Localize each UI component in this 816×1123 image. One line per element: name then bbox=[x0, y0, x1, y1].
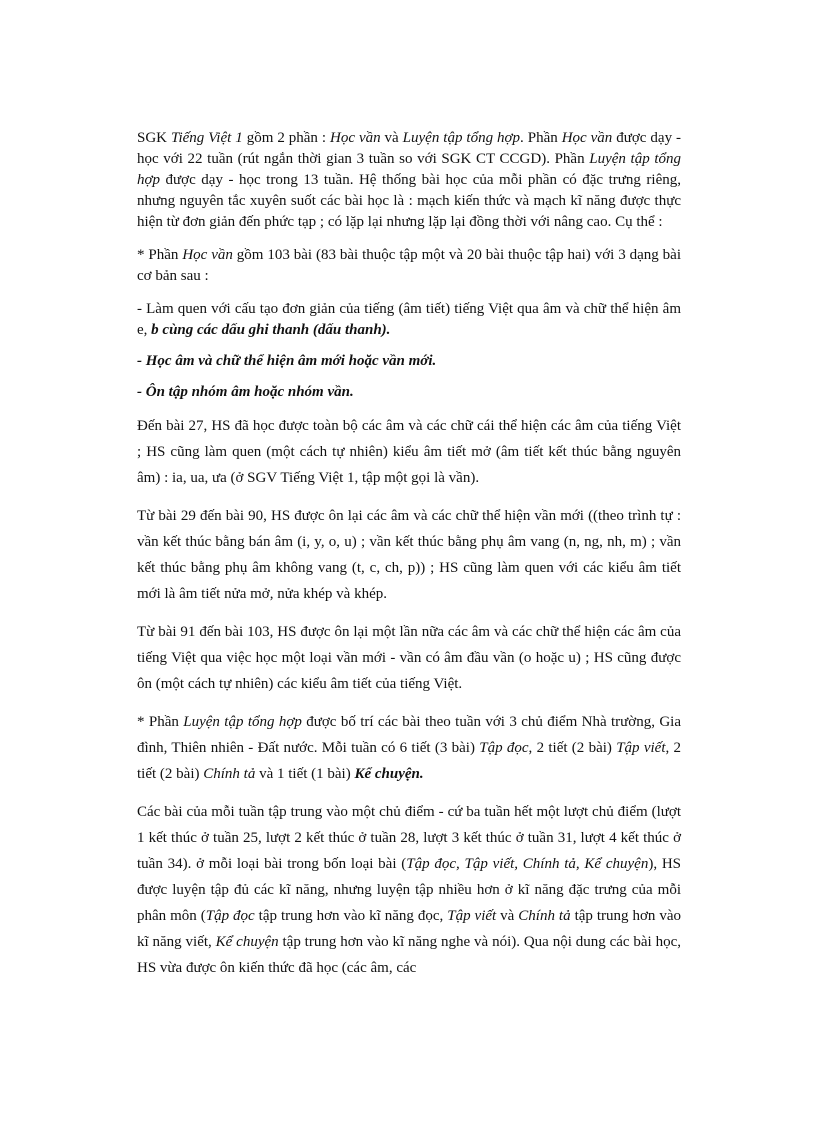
italic-text: Luyện tập tổng hợp bbox=[137, 151, 681, 188]
text: , 2 tiết (2 bài) bbox=[137, 740, 682, 782]
text: được dạy - học với 22 tuần (rút ngắn thời gian 3 tuần so với SGK CT CCGD). Phần bbox=[137, 130, 682, 167]
text: được dạy - học trong 13 tuần. Hệ thống bài học của mỗi phần có đặc trưng riêng, nhưng nguyên tắc xuyên suốt các bài học là : mạch kiến thức và mạch kĩ năng được thực hiện từ đơn giản đến phức tạp ; có lặp lại nhưng lặp lại đồng thời với nâng cao. Cụ thể : bbox=[137, 172, 681, 230]
paragraph-bai-27 bbox=[137, 413, 681, 491]
paragraph-bai-91-103 bbox=[137, 619, 681, 697]
italic-text: Học vần bbox=[182, 247, 233, 263]
paragraph-hoc-van bbox=[137, 245, 681, 287]
text: được bố trí các bài theo tuần với 3 chủ điểm Nhà trường, Gia đình, Thiên nhiên - Đất nước. Mỗi tuần có 6 tiết (3 bài) bbox=[137, 714, 681, 756]
italic-text: Tập đọc, Tập viết, Chính tả, Kể chuyện bbox=[406, 856, 649, 872]
bold-italic-text: Kể chuyện. bbox=[354, 766, 424, 782]
italic-text: Tập đọc bbox=[479, 740, 529, 756]
text: * Phần bbox=[137, 714, 184, 730]
italic-text: Luyện tập tổng hợp bbox=[402, 130, 521, 146]
italic-text: Chính tả bbox=[203, 766, 256, 782]
text: Từ bài 91 đến bài 103, HS được ôn lại một lần nữa các âm và các chữ thể hiện các âm của tiếng Việt qua việc học một loại vần mới - vần có âm đầu vần (o hoặc u) ; HS cũng được ôn (một cách tự nhiên) các kiểu âm tiết của tiếng Việt. bbox=[137, 624, 681, 692]
paragraph-bai-29-90 bbox=[137, 503, 681, 607]
text: * Phần bbox=[137, 247, 183, 263]
text: - Làm quen với cấu tạo đơn giản của tiếng (âm tiết) tiếng Việt qua âm và chữ thể hiện âm e, bbox=[137, 301, 681, 338]
text: và bbox=[380, 130, 403, 146]
italic-text: Tập viết bbox=[616, 740, 666, 756]
bold-italic-text: - Ôn tập nhóm âm hoặc nhóm vần. bbox=[137, 384, 354, 400]
document-body bbox=[137, 128, 681, 981]
list-item-3 bbox=[137, 382, 681, 403]
text: tập trung hơn vào kĩ năng đọc, bbox=[254, 908, 448, 924]
bold-italic-text: - Học âm và chữ thể hiện âm mới hoặc vần mới. bbox=[137, 353, 437, 369]
italic-text: Học vần bbox=[330, 130, 381, 146]
text: Đến bài 27, HS đã học được toàn bộ các âm và các chữ cái thể hiện các âm của tiếng Việt ; HS cũng làm quen (một cách tự nhiên) kiểu âm tiết mở (âm tiết kết thúc bằng nguyên âm) : ia, ua, ưa (ở SGV Tiếng Việt 1, tập một gọi là vần). bbox=[137, 418, 681, 486]
text: ), HS được luyện tập đủ các kĩ năng, nhưng luyện tập nhiều hơn ở kĩ năng đặc trưng của mỗi phân môn ( bbox=[137, 856, 682, 924]
list-item-2 bbox=[137, 351, 681, 372]
bold-italic-text: b cùng các dấu ghi thanh (dấu thanh). bbox=[151, 322, 391, 338]
text: gồm 103 bài (83 bài thuộc tập một và 20 bài thuộc tập hai) với 3 dạng bài cơ bản sau : bbox=[137, 247, 681, 284]
paragraph-intro bbox=[137, 128, 681, 233]
text: SGK bbox=[137, 130, 171, 146]
text: và bbox=[496, 908, 519, 924]
text: và 1 tiết (1 bài) bbox=[255, 766, 355, 782]
text: Các bài của mỗi tuần tập trung vào một chủ điểm - cứ ba tuần hết một lượt chủ điểm (lượt 1 kết thúc ở tuần 25, lượt 2 kết thúc ở tuần 28, lượt 3 kết thúc ở tuần 31, lượt 4 kết thúc ở tuần 34). ở mỗi loại bài trong bốn loại bài ( bbox=[137, 804, 681, 872]
text: . Phần bbox=[520, 130, 562, 146]
text: gồm 2 phần : bbox=[242, 130, 330, 146]
italic-text: Tiếng Việt 1 bbox=[170, 130, 243, 146]
text: tập trung hơn vào kĩ năng nghe và nói). Qua nội dung các bài học, HS vừa được ôn kiến thức đã học (các âm, các bbox=[137, 934, 681, 976]
italic-text: Chính tả bbox=[518, 908, 571, 924]
italic-text: Kể chuyện bbox=[215, 934, 279, 950]
italic-text: Học vần bbox=[561, 130, 613, 146]
italic-text: Tập viết bbox=[447, 908, 497, 924]
italic-text: Tập đọc bbox=[205, 908, 255, 924]
text: , 2 tiết (2 bài) bbox=[528, 740, 617, 756]
list-item-1 bbox=[137, 299, 681, 341]
italic-text: Luyện tập tổng hợp bbox=[183, 714, 302, 730]
paragraph-luyen-tap bbox=[137, 709, 681, 787]
paragraph-chu-diem bbox=[137, 799, 681, 981]
text: Từ bài 29 đến bài 90, HS được ôn lại các âm và các chữ thể hiện vần mới ((theo trình tự : vần kết thúc bằng bán âm (i, y, o, u) ; vần kết thúc bằng phụ âm vang (n, ng, nh, m) ; vần kết thúc bằng phụ âm không vang (t, c, ch, p)) ; HS cũng làm quen với các kiểu âm tiết mới là âm tiết nửa mở, nửa khép và khép. bbox=[137, 508, 681, 602]
text: tập trung hơn vào kĩ năng viết, bbox=[137, 908, 682, 950]
